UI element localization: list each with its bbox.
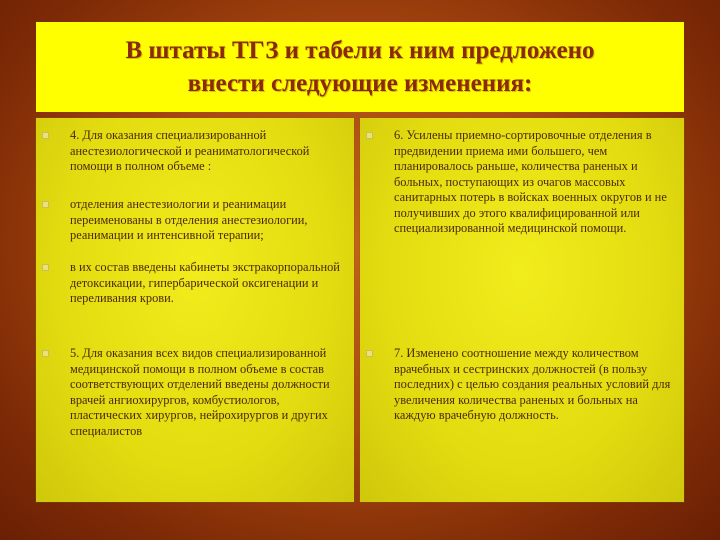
slide-title-line-2: внести следующие изменения: (187, 70, 533, 97)
list-item-text: отделения анестезиологии и реанимации переименованы в отделения анестезиологии, реанимации и интенсивной терапии; (70, 197, 308, 242)
right-content-panel (360, 118, 684, 502)
square-bullet-icon (42, 132, 49, 139)
square-bullet-icon (366, 132, 373, 139)
list-item-text: 7. Изменено соотношение между количеством врачебных и сестринских должностей (в пользу последних) с целью создания реальных условий для увеличения количества раненых и больных на каждую врачебную должность. (394, 346, 671, 422)
square-bullet-icon (366, 350, 373, 357)
list-item-text: в их состав введены кабинеты экстракорпоральной детоксикации, гипербарической оксигенации и переливания крови. (70, 260, 340, 305)
square-bullet-icon (42, 201, 49, 208)
square-bullet-icon (42, 350, 49, 357)
slide-title-box (36, 22, 684, 112)
list-item-text: 4. Для оказания специализированной анестезиологической и реаниматологической помощи в полном объеме : (70, 128, 310, 173)
slide-title-line-1: В штаты ТГЗ и табели к ним предложено (125, 37, 595, 64)
list-item-text: 5. Для оказания всех видов специализированной медицинской помощи в полном объеме в состав соответствующих отделений введены должности врачей ангиохирургов, комбустиологов, пластических хирургов, нейрохирургов и других специалистов (70, 346, 330, 438)
left-content-panel (36, 118, 354, 502)
square-bullet-icon (42, 264, 49, 271)
list-item-text: 6. Усилены приемно-сортировочные отделения в предвидении приема ими большего, чем планировалось раньше, количества раненых и больных, поступающих из очагов массовых санитарных потерь в войсках военных округов и не получивших до этого квалифицированной или специализированной медицинской помощи. (394, 128, 667, 235)
